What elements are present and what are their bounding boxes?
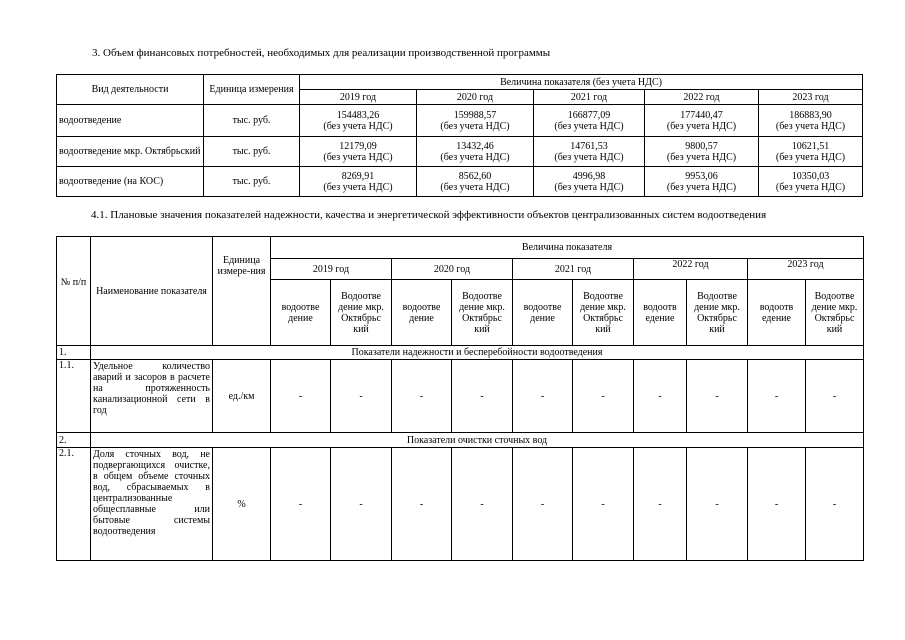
value-cell: - — [748, 360, 806, 433]
header-value: Величина показателя (без учета НДС) — [300, 75, 863, 90]
value-note: (без учета НДС) — [440, 181, 510, 193]
value-cell: - — [634, 448, 687, 561]
value-note: (без учета НДС) — [554, 151, 624, 163]
section-3-title: 3. Объем финансовых потребностей, необходимых для реализации производственной программы — [92, 47, 551, 59]
value-number: 14761,53 — [570, 140, 608, 152]
value-note: (без учета НДС) — [666, 151, 737, 163]
value-note: (без учета НДС) — [666, 120, 737, 132]
value-number: 10350,03 — [791, 170, 830, 182]
year-header: 2019 год — [300, 90, 417, 105]
activity-cell: водоотведение — [57, 105, 204, 137]
header-value: Величина показателя — [271, 237, 864, 259]
item-name: Доля сточных вод, не подвергающихся очистке, в общем объеме сточных вод, сбрасываемых в централизованные общесплавные или бытовые системы водоотведения — [91, 448, 213, 561]
value-cell: - — [331, 360, 392, 433]
value-cell: - — [573, 448, 634, 561]
value-cell — [534, 167, 645, 197]
subheader-cell: Водоотве дение мкр. Октябрьс кий — [687, 280, 748, 346]
group-num: 2. — [57, 433, 91, 448]
item-name: Удельное количество аварий и засоров в расчете на протяженность канализационной сети в год — [91, 360, 213, 433]
year-header: 2022 год — [645, 90, 759, 105]
item-unit: ед./км — [213, 360, 271, 433]
value-cell — [645, 137, 759, 167]
year-header: 2020 год — [417, 90, 534, 105]
subheader-cell: водоотве дение — [513, 280, 573, 346]
value-cell: - — [271, 360, 331, 433]
value-cell — [759, 137, 863, 167]
year-header: 2020 год — [392, 259, 513, 280]
group-title: Показатели очистки сточных вод — [91, 433, 864, 448]
value-cell — [759, 105, 863, 137]
subheader-cell: водоотве дение — [271, 280, 331, 346]
value-cell: - — [748, 448, 806, 561]
table-header-row — [57, 75, 863, 90]
value-number: 177440,47 — [680, 109, 723, 121]
subheader-cell: Водоотве дение мкр. Октябрьс кий — [806, 280, 864, 346]
value-cell: - — [687, 448, 748, 561]
item-unit: % — [213, 448, 271, 561]
value-number: 4996,98 — [572, 170, 606, 182]
value-cell — [534, 137, 645, 167]
value-number: 186883,90 — [789, 109, 832, 121]
value-note: (без учета НДС) — [440, 120, 510, 132]
value-cell — [417, 137, 534, 167]
year-header: 2022 год — [634, 259, 748, 280]
group-row — [57, 346, 864, 360]
value-note: (без учета НДС) — [440, 151, 510, 163]
value-note: (без учета НДС) — [323, 181, 393, 193]
value-cell — [759, 167, 863, 197]
value-cell — [417, 167, 534, 197]
year-header: 2021 год — [534, 90, 645, 105]
table-row — [57, 137, 863, 167]
table-header-row — [57, 237, 864, 259]
value-cell: - — [806, 360, 864, 433]
year-header: 2019 год — [271, 259, 392, 280]
value-cell: - — [573, 360, 634, 433]
value-cell — [534, 105, 645, 137]
unit-cell: тыс. руб. — [204, 137, 300, 167]
value-number: 10621,51 — [791, 140, 830, 152]
header-activity: Вид деятельности — [57, 75, 204, 105]
unit-cell: тыс. руб. — [204, 105, 300, 137]
table-row — [57, 448, 864, 561]
value-number: 166877,09 — [567, 109, 611, 121]
item-num: 2.1. — [57, 448, 91, 561]
table-row — [57, 360, 864, 433]
subheader-cell: водоотве дение — [392, 280, 452, 346]
value-number: 154483,26 — [336, 109, 380, 121]
section-4-1-title-text: 4.1. Плановые значения показателей надежности, качества и энергетической эффективности объектов централизованных систем водоотведения — [91, 209, 767, 221]
value-cell: - — [687, 360, 748, 433]
value-number: 159988,57 — [453, 109, 497, 121]
subheader-cell: водоотв едение — [748, 280, 806, 346]
financial-needs-table — [56, 74, 863, 197]
header-unit: Единица измерения — [204, 75, 300, 105]
value-cell: - — [392, 360, 452, 433]
group-title: Показатели надежности и бесперебойности водоотведения — [91, 346, 864, 360]
subheader-cell: Водоотве дение мкр. Октябрьс кий — [573, 280, 634, 346]
value-number: 8562,60 — [458, 170, 492, 182]
subheader-cell: Водоотве дение мкр. Октябрьс кий — [452, 280, 513, 346]
group-row — [57, 433, 864, 448]
indicators-table — [56, 236, 864, 561]
item-num: 1.1. — [57, 360, 91, 433]
value-cell: - — [634, 360, 687, 433]
value-cell: - — [452, 448, 513, 561]
year-header: 2021 год — [513, 259, 634, 280]
value-note: (без учета НДС) — [775, 151, 846, 163]
value-cell: - — [513, 360, 573, 433]
value-number: 9800,57 — [685, 140, 718, 152]
value-note: (без учета НДС) — [554, 120, 624, 132]
header-unit: Единица измере-ния — [213, 237, 271, 346]
section-4-1-title — [57, 209, 861, 221]
value-cell — [645, 167, 759, 197]
subheader-cell: Водоотве дение мкр. Октябрьс кий — [331, 280, 392, 346]
subheader-cell: водоотв едение — [634, 280, 687, 346]
value-cell — [417, 105, 534, 137]
year-header: 2023 год — [748, 259, 864, 280]
value-number: 9953,06 — [685, 170, 718, 182]
value-cell: - — [392, 448, 452, 561]
value-cell — [645, 105, 759, 137]
header-num: № п/п — [57, 237, 91, 346]
value-cell: - — [513, 448, 573, 561]
value-note: (без учета НДС) — [323, 120, 393, 132]
year-header: 2023 год — [759, 90, 863, 105]
table-row — [57, 167, 863, 197]
value-note: (без учета НДС) — [775, 181, 846, 193]
value-cell: - — [452, 360, 513, 433]
value-note: (без учета НДС) — [554, 181, 624, 193]
activity-cell: водоотведение (на КОС) — [57, 167, 204, 197]
value-cell: - — [806, 448, 864, 561]
value-number: 12179,09 — [339, 140, 377, 152]
unit-cell: тыс. руб. — [204, 167, 300, 197]
value-cell — [300, 105, 417, 137]
table-row — [57, 105, 863, 137]
value-note: (без учета НДС) — [323, 151, 393, 163]
value-cell — [300, 137, 417, 167]
value-note: (без учета НДС) — [775, 120, 846, 132]
value-number: 8269,91 — [341, 170, 375, 182]
header-name: Наименование показателя — [91, 237, 213, 346]
value-cell — [300, 167, 417, 197]
value-number: 13432,46 — [456, 140, 494, 152]
group-num: 1. — [57, 346, 91, 360]
value-cell: - — [331, 448, 392, 561]
value-note: (без учета НДС) — [666, 181, 737, 193]
activity-cell: водоотведение мкр. Октябрьский — [57, 137, 204, 167]
value-cell: - — [271, 448, 331, 561]
